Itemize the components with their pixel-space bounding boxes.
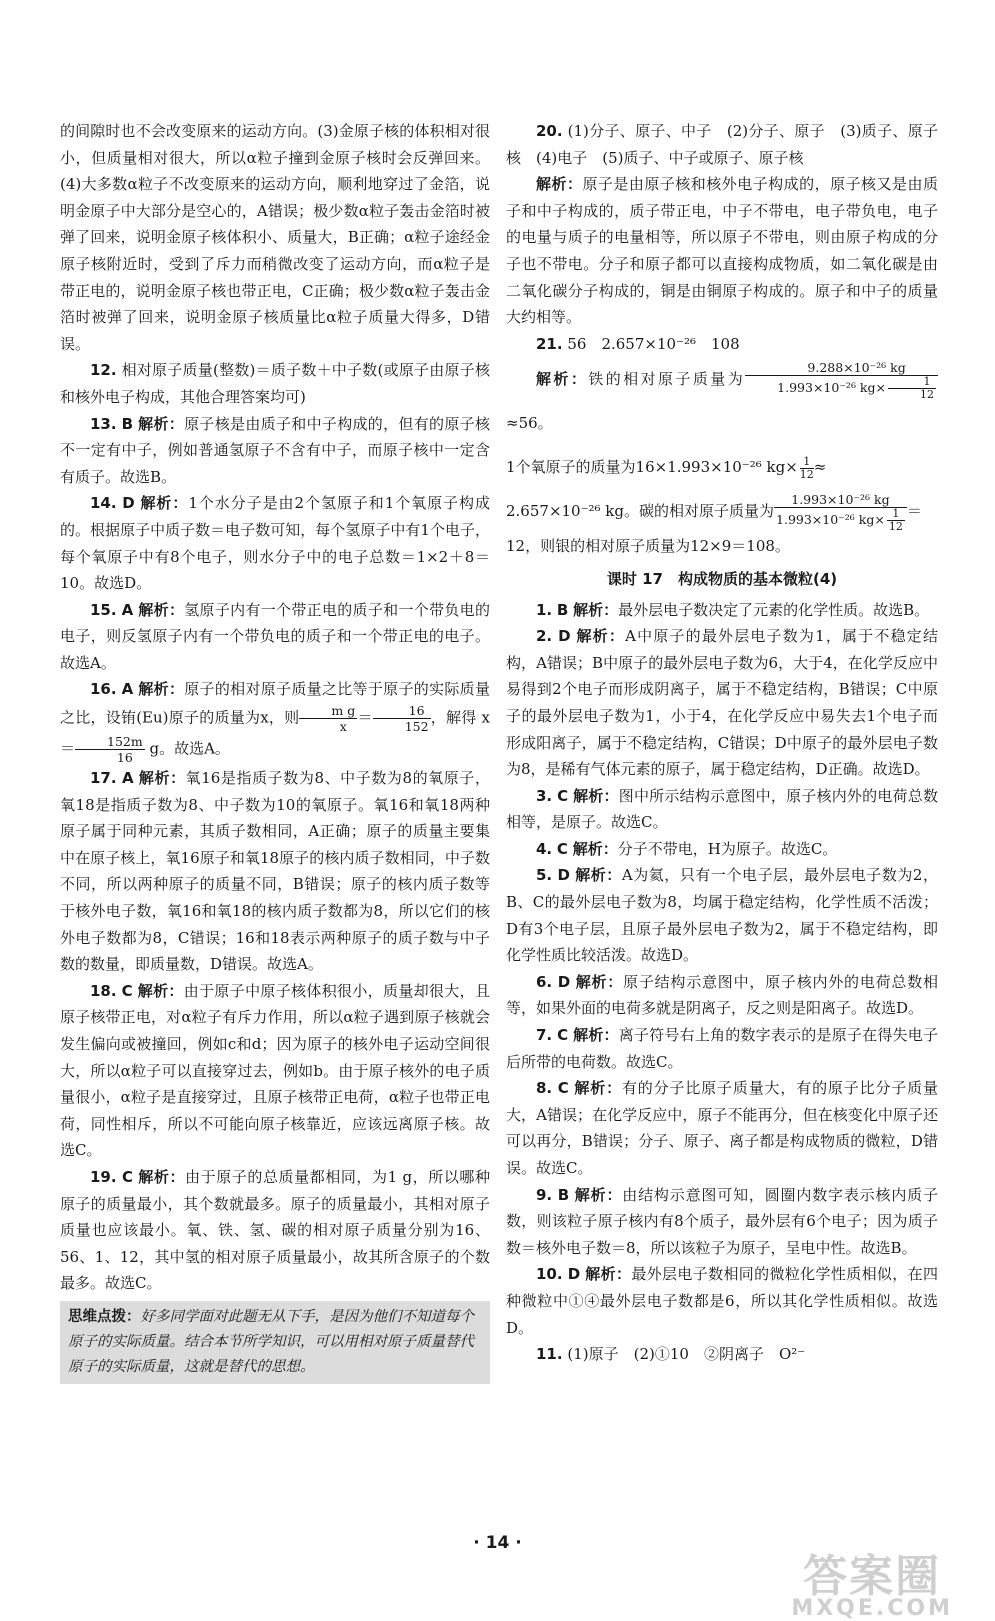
lesson17-answer-4 <box>506 836 938 863</box>
answer-text: 1个水分子是由2个氢原子和1个氧原子构成的。根据原子中质子数＝电子数可知，每个氢原子中有1个电子，每个氧原子中有8个电子，则水分子中的电子总数＝1×2＋8＝10。故选D。 <box>60 494 490 593</box>
answer-number: 16. <box>90 680 117 699</box>
watermark-logo <box>791 1540 953 1621</box>
answer-number: 11. <box>536 1345 563 1364</box>
lesson17-answer-2 <box>506 623 938 783</box>
fraction: 1.993×10⁻²⁶ kg 1.993×10⁻²⁶ kg× $\frac{1}{12}$ <box>774 492 907 533</box>
answer-14 <box>60 490 490 596</box>
answer-21-analysis-line1: 解析：铁的相对原子质量为 9.288×10⁻²⁶ kg 1.993×10⁻²⁶ kg× $\frac{1}{12}$ ≈56。 <box>506 357 938 445</box>
answer-number: 13. <box>90 414 117 433</box>
answer-text: 氧16是指质子数为8、中子数为8的氧原子，氧18是指质子数为8、中子数为10的氧原子。氧16和氧18两种原子属于同种元素，其质子数相同，A正确；原子的质量主要集中在原子核上，氧16原子和氧18原子的核内质子数相同，中子数不同，所以两种原子的质量不同，B错误；原子的核内质子数等于核外电子数，氧16和氧18的核内质子数都为8，所以它们的核外电子数都为8，C错误；16和18表示两种原子的质子数与中子数的数量，即质量数，D错误。故选A。 <box>60 769 490 974</box>
analysis-label: 解析： <box>574 1185 623 1204</box>
answer-21-analysis-line3: 2.657×10⁻²⁶ kg。碳的相对原子质量为 1.993×10⁻²⁶ kg 1.993×10⁻²⁶ kg× $\frac{1}{12}$ ＝ <box>506 491 922 533</box>
fraction: $\frac{1}{12}$ <box>799 454 814 481</box>
answer-16: 16. A 解析：原子的相对原子质量之比等于原子的实际质量之比，设铕(Eu)原子的质量为x，则 $\frac{\text{m g}}{x}$ ＝ $\frac{16}{152}$ ，解得 x＝ $\frac{152m}{16}$ g。故选A。 <box>60 680 490 766</box>
answer-number: 6. <box>536 972 553 991</box>
fraction: $\frac{152m}{16}$ <box>75 734 145 765</box>
answer-20-analysis <box>506 171 938 331</box>
lesson17-answer-10 <box>506 1261 938 1341</box>
answer-number: 14. <box>90 494 117 513</box>
answer-text: 56 2.657×10⁻²⁶ 108 <box>567 334 740 353</box>
answer-text: 最外层电子数决定了元素的化学性质。故选B。 <box>618 600 930 619</box>
answer-choice: D <box>122 494 135 513</box>
answer-choice: C <box>121 1167 133 1186</box>
answer-number: 7. <box>536 1026 553 1045</box>
answer-text: 相对原子质量(整数)＝质子数＋中子数(或原子由原子核和核外电子构成，其他合理答案均可) <box>60 361 490 406</box>
analysis-label: 解析： <box>138 769 186 788</box>
answer-text: 由于原子的总质量都相同，为1 g，所以哪种原子的质量最小，其个数就最多。原子的质量最小，其相对原子质量也应该最小。氧、铁、氢、碳的相对原子质量分别为16、56、1、12，其中氢的相对原子质量最小，故其所含原子的个数最多。故选C。 <box>60 1167 490 1293</box>
answer-choice: D <box>567 1265 581 1284</box>
answer-choice: B <box>557 1185 570 1204</box>
left-column <box>60 118 490 1384</box>
fraction: 9.288×10⁻²⁶ kg 1.993×10⁻²⁶ kg× $\frac{1}{12}$ <box>745 360 938 401</box>
lesson17-answer-1 <box>506 597 938 624</box>
answer-text: 由结构示意图可知，圆圈内数字表示核内质子数，则该粒子原子核内有8个质子，最外层有6个电子；因为质子数＝核外电子数＝8，所以该粒子为原子，呈电中性。故选B。 <box>506 1185 938 1257</box>
answer-choice: A <box>121 680 134 699</box>
answer-number: 3. <box>536 786 553 805</box>
answer-choice: D <box>557 866 570 885</box>
answer-number: 20. <box>536 122 563 140</box>
answer-number: 19. <box>90 1167 117 1186</box>
answer-text: 原子核是由质子和中子构成的，但有的原子核不一定有中子，例如普通氢原子不含有中子，而原子核中一定含有质子。故选B。 <box>60 414 490 486</box>
answer-21 <box>506 331 938 358</box>
answer-17 <box>60 765 490 978</box>
answer-number: 21. <box>536 334 563 353</box>
answer-choice: D <box>558 627 571 646</box>
lesson17-answer-9 <box>506 1182 938 1262</box>
answer-text: 原子结构示意图中，原子核内外的电荷总数相等，如果外面的电荷多就是阴离子，反之则是阳离子。故选D。 <box>506 972 938 1018</box>
answer-number: 8. <box>536 1079 553 1098</box>
q11-continued: 的间隙时也不会改变原来的运动方向。(3)金原子核的体积相对很小，但质量相对很大，所以α粒子撞到金原子核时会反弹回来。(4)大多数α粒子不改变原来的运动方向，顺利地穿过了金箔，说明金原子中大部分是空心的，A错误；极少数α粒子轰击金箔时被弹了回来，说明金原子核体积小、质量大，B正确；α粒子途经金原子核附近时，受到了斥力而稍微改变了运动方向，而α粒子是带正电的，说明金原子核也带正电，C正确；极少数α粒子轰击金箔时被弹了回来，说明金原子核质量比α粒子质量大得多，D错误。 <box>60 122 490 353</box>
tip-label: 思维点拨： <box>68 1308 141 1325</box>
analysis-label: 解析： <box>536 175 583 194</box>
answer-text: A为氦，只有一个电子层，最外层电子数为2，B、C的最外层电子数为8，均属于稳定结构，化学性质不活泼；D有3个电子层，且原子最外层电子数为2，属于不稳定结构，即化学性质比较活泼。故选D。 <box>506 866 938 965</box>
analysis-label: 解析： <box>140 494 189 513</box>
answer-choice: C <box>557 786 569 805</box>
answer-text: 分子不带电，H为原子。故选C。 <box>617 839 838 858</box>
fraction: $\frac{\text{m g}}{x}$ <box>299 703 357 734</box>
answer-text: 图中所示结构示意图中，原子核内外的电荷总数相等，是原子。故选C。 <box>506 786 938 832</box>
analysis-label: 解析： <box>573 600 619 619</box>
answer-text: 氢原子内有一个带正电的质子和一个带负电的电子，则反氢原子内有一个带负电的质子和一个带正电的电子。故选A。 <box>60 600 490 672</box>
answer-number: 18. <box>90 981 117 1000</box>
watermark-text: 答案圈 <box>803 1551 942 1602</box>
answer-text: 有的分子比原子质量大，有的原子比分子质量大，A错误；在化学反应中，原子不能再分，但在核变化中原子还可以再分，B错误；分子、原子、离子都是构成物质的微粒，D错误。故选C。 <box>506 1079 938 1177</box>
answer-choice: C <box>121 981 133 1000</box>
thinking-tip-box <box>60 1301 490 1384</box>
answer-18 <box>60 978 490 1164</box>
fraction: $\frac{16}{152}$ <box>373 703 431 734</box>
tip-text: 好多同学面对此题无从下手，是因为他们不知道每个原子的实际质量。结合本节所学知识，可以用相对原子质量替代原子的实际质量，这就是替代的思想。 <box>68 1308 474 1375</box>
answer-21-analysis-line4: 12，则银的相对原子质量为12×9＝108。 <box>506 537 790 556</box>
lesson17-answer-6 <box>506 969 938 1022</box>
answer-text: 由于原子中原子核体积很小，质量却很大，且原子核带正电，对α粒子有斥力作用，所以α粒子遇到原子核就会发生偏向或被撞回，例如c和d；因为原子的核外电子运动空间很大，所以α粒子可以直接穿过去，例如b。由于原子核外的电子质量很小，α粒子是直接穿过，且原子核带正电荷，α粒子也带正电荷，同性相斥，所以不可能向原子核靠近，应该远离原子核。故选C。 <box>60 981 490 1160</box>
answer-number: 1. <box>536 600 553 619</box>
answer-number: 4. <box>536 839 553 858</box>
answer-choice: A <box>121 600 134 619</box>
section-title: 课时 17 构成物质的基本微粒(4) <box>606 569 838 588</box>
answer-text: 原子是由原子核和核外电子构成的，原子核又是由质子和中子构成的，质子带正电，中子不带电，电子带负电，电子的电量与质子的电量相等，所以原子不带电，则由原子构成的分子也不带电。分子和原子都可以直接构成物质，如二氧化碳是由二氧化碳分子构成的，铜是由铜原子构成的。原子和中子的质量大约相等。 <box>506 175 938 327</box>
answer-20 <box>506 118 938 171</box>
answer-12 <box>60 357 490 410</box>
answer-choice: A <box>121 769 134 788</box>
analysis-label: 解析： <box>575 866 622 885</box>
answer-21-analysis-line2: 1个氧原子的质量为16×1.993×10⁻²⁶ kg× $\frac{1}{12}\approx$ <box>506 454 827 481</box>
answer-number: 15. <box>90 600 117 619</box>
lesson17-answer-5 <box>506 862 938 968</box>
answer-number: 9. <box>536 1185 553 1204</box>
answer-text: 原子的相对原子质量之比等于原子的实际质量之比，设铕(Eu)原子的质量为x，则 <box>60 680 490 727</box>
answer-19 <box>60 1164 490 1297</box>
analysis-label: 解析： <box>138 600 185 619</box>
answer-number: 2. <box>536 627 553 646</box>
answer-number: 17. <box>90 769 117 788</box>
lesson17-answer-11 <box>506 1341 938 1368</box>
answer-text: (1)分子、原子、中子 (2)分子、原子 (3)质子、原子核 (4)电子 (5)质子、中子或原子、原子核 <box>506 122 938 167</box>
answer-choice: B <box>121 414 134 433</box>
analysis-label: 解析： <box>585 1265 632 1284</box>
answer-choice: C <box>557 1079 569 1098</box>
analysis-label: 解析： <box>575 972 624 991</box>
analysis-label: 解析： <box>536 370 589 389</box>
analysis-label: 解析： <box>138 414 185 433</box>
answer-15 <box>60 597 490 677</box>
analysis-label: 解析： <box>573 786 619 805</box>
answer-number: 5. <box>536 866 553 885</box>
analysis-label: 解析： <box>138 680 185 699</box>
answer-13 <box>60 411 490 491</box>
right-column <box>506 118 938 1368</box>
answer-number: 10. <box>536 1265 563 1284</box>
answer-number: 12. <box>90 361 117 380</box>
answer-text: 离子符号右上角的数字表示的是原子在得失电子后所带的电荷数。故选C。 <box>506 1026 938 1071</box>
analysis-label: 解析： <box>574 1079 622 1098</box>
analysis-label: 解析： <box>576 627 626 646</box>
answer-choice: C <box>556 839 568 858</box>
watermark-url: MXQE.COM <box>791 1596 953 1621</box>
answer-text: A中原子的最外层电子数为1，属于不稳定结构，A错误；B中原子的最外层电子数为6，大于4，在化学反应中易得到2个电子而形成阴离子，属于不稳定结构，B错误；C中原子的最外层电子数为1，小于4，在化学反应中易失去1个电子而形成阳离子，属于不稳定结构，C错误；D中原子的最外层电子数为8，是稀有气体元素的原子，属于稳定结构，D正确。故选D。 <box>506 627 938 779</box>
analysis-label: 解析： <box>572 839 618 858</box>
lesson17-answer-7 <box>506 1022 938 1075</box>
answer-text: (1)原子 (2)①10 ②阴离子 O²⁻ <box>567 1345 806 1364</box>
answer-choice: B <box>556 600 569 619</box>
analysis-label: 解析： <box>138 1167 186 1186</box>
answer-text: 最外层电子数相同的微粒化学性质相似，在四种微粒中①④最外层电子数都是6，所以其化学性质相似。故选D。 <box>506 1265 938 1337</box>
answer-choice: C <box>557 1026 569 1045</box>
analysis-label: 解析： <box>137 981 184 1000</box>
answer-choice: D <box>557 972 571 991</box>
lesson17-answer-3 <box>506 783 938 836</box>
lesson17-answer-8 <box>506 1075 938 1181</box>
analysis-label: 解析： <box>573 1026 619 1045</box>
page-number: · 14 · <box>473 1533 522 1553</box>
